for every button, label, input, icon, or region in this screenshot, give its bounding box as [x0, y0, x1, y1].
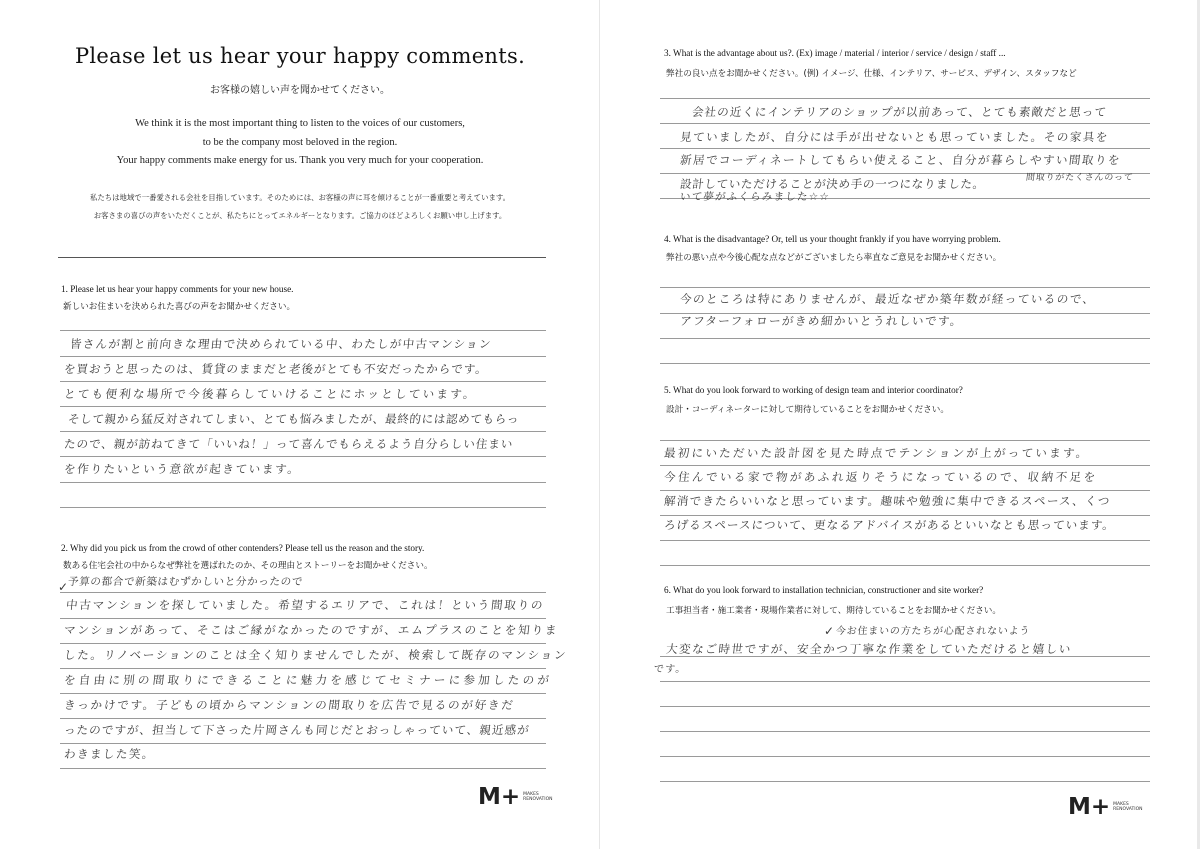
answer-rule: [60, 743, 546, 744]
answer-rule: [60, 693, 546, 694]
question-5-en: 5. What do you look forward to working of design team and interior coordinator?: [664, 385, 963, 395]
answer-rule: [60, 381, 546, 382]
answer-rule: [60, 431, 546, 432]
answer-rule: [60, 592, 546, 593]
answer-rule: [660, 440, 1150, 441]
handwritten-answer-line: たので、親が訪ねてきて「いいね！」って喜んでもらえるよう自分らしい住まい: [63, 437, 515, 451]
answer-rule: [60, 618, 546, 619]
handwritten-answer-line: した。リノベーションのことは全く知りませんでしたが、検索して既存のマンション: [63, 648, 569, 662]
answer-rule: [660, 338, 1150, 339]
question-6-en: 6. What do you look forward to installation technician, constructioner and site worker?: [664, 585, 984, 595]
handwritten-answer-line: いて夢がふくらみました☆☆: [679, 191, 831, 203]
handwritten-answer-line: を買おうと思ったのは、賃貸のままだと老後がとても不安だったからです。: [63, 362, 489, 376]
handwritten-answer-line: アフターフォローがきめ細かいとうれしいです。: [679, 314, 964, 328]
handwritten-answer-line: 最初にいただいた設計図を見た時点でテンションが上がっています。: [663, 446, 1091, 460]
question-4-en: 4. What is the disadvantage? Or, tell us your thought frankly if you have worrying problem.: [664, 234, 1001, 244]
answer-rule: [60, 406, 546, 407]
question-2-en: 2. Why did you pick us from the crowd of other contenders? Please tell us the reason and the story.: [61, 543, 425, 553]
question-2-ja: 数ある住宅会社の中からなぜ弊社を選ばれたのか、その理由とストーリーをお聞かせください。: [63, 561, 433, 571]
handwritten-answer-line: そして親から猛反対されてしまい、とても悩みましたが、最終的には認めてもらっ: [67, 412, 520, 426]
handwritten-note: 間取りがたくさんのって: [1025, 173, 1135, 183]
answer-rule: [660, 706, 1150, 707]
handwritten-answer-line: 中古マンションを探していました。希望するエリアで、これは！という間取りの: [65, 598, 545, 612]
answer-rule: [60, 668, 546, 669]
answer-rule: [60, 507, 546, 508]
intro-en-line: We think it is the most important thing to listen to the voices of our customers,: [135, 118, 465, 129]
answer-rule: [60, 718, 546, 719]
answer-rule: [660, 681, 1150, 682]
question-5-ja: 設計・コーディネーターに対して期待していることをお聞かせください。: [666, 405, 949, 415]
logo-subtext: MAKES RENOVATION: [523, 792, 553, 802]
intro-ja-line: お客さまの喜びの声をいただくことが、私たちにとってエネルギーとなります。ご協力のほどよろしくお願い申し上げます。: [93, 211, 507, 220]
page-title: Please let us hear your happy comments.: [74, 44, 526, 68]
answer-rule: [660, 465, 1150, 466]
answer-rule: [660, 490, 1150, 491]
handwritten-answer-line: を作りたいという意欲が起きています。: [63, 462, 302, 476]
answer-rule: [660, 540, 1150, 541]
answer-rule: [60, 482, 546, 483]
handwritten-answer-line: 皆さんが割と前向きな理由で決められている中、わたしが中古マンション: [69, 337, 493, 351]
answer-rule: [60, 356, 546, 357]
intro-en-line: to be the company most beloved in the region.: [202, 137, 398, 148]
handwritten-answer-line: 新居でコーディネートしてもらい使えること、自分が暮らしやすい間取りを: [679, 153, 1122, 167]
handwritten-answer-line: を自由に別の間取りにできることに魅力を感じてセミナーに参加したのが: [63, 673, 553, 687]
handwritten-answer-line: です。: [653, 664, 688, 675]
answer-rule: [660, 98, 1150, 99]
question-3-en: 3. What is the advantage about us?. (Ex) image / material / interior / service / design / staff ...: [664, 48, 1006, 58]
answer-rule: [660, 123, 1150, 124]
question-6-ja: 工事担当者・施工業者・現場作業者に対して、期待していることをお聞かせください。: [666, 606, 1001, 616]
handwritten-answer-line: ったのですが、担当して下さった片岡さんも同じだとおっしゃっていて、親近感が: [63, 723, 531, 737]
answer-rule: [60, 330, 546, 331]
handwritten-answer-line: 今のところは特にありませんが、最近なぜか築年数が経っているので、: [679, 292, 1097, 306]
handwritten-answer-line: 今住んでいる家で物があふれ返りそうになっているので、収納不足を: [663, 470, 1099, 484]
answer-rule: [660, 781, 1150, 782]
answer-rule: [660, 515, 1150, 516]
question-1-en: 1. Please let us hear your happy comments for your new house.: [61, 284, 294, 294]
section-divider: [58, 257, 546, 258]
question-4-ja: 弊社の悪い点や今後心配な点などがございましたら率直なご意見をお聞かせください。: [666, 253, 1002, 263]
checkmark-icon: ✓: [58, 580, 69, 594]
answer-rule: [660, 287, 1150, 288]
question-3-ja: 弊社の良い点をお聞かせください。(例) イメージ、仕様、インテリア、サービス、デザイン、スタッフなど: [666, 69, 1077, 79]
handwritten-answer-line: 会社の近くにインテリアのショップが以前あって、とても素敵だと思って: [691, 105, 1108, 119]
handwritten-answer-line: とても便利な場所で今後暮らしていけることにホッとしています。: [63, 387, 478, 401]
handwritten-answer-line: 大変なご時世ですが、安全かつ丁寧な作業をしていただけると嬉しい: [665, 642, 1073, 656]
answer-rule: [60, 768, 546, 769]
logo-subtext: MAKES RENOVATION: [1113, 802, 1143, 812]
handwritten-answer-line: 見ていましたが、自分には手が出せないとも思っていました。その家具を: [679, 130, 1110, 144]
handwritten-answer-line: 解消できたらいいなと思っています。趣味や勉強に集中できるスペース、くつ: [663, 494, 1112, 508]
answer-rule: [660, 148, 1150, 149]
handwritten-insert: 今お住まいの方たちが心配されないよう: [835, 626, 1031, 637]
right-page: [600, 0, 1200, 849]
answer-rule: [60, 456, 546, 457]
handwritten-answer-line: 設計していただけることが決め手の一つになりました。: [679, 177, 986, 191]
handwritten-answer-line: きっかけです。子どもの頃からマンションの間取りを広告で見るのが好きだ: [63, 698, 516, 712]
intro-ja-line: 私たちは地域で一番愛される会社を目指しています。そのためには、お客様の声に耳を傾けることが一番重要と考えています。: [89, 193, 511, 202]
answer-rule: [660, 731, 1150, 732]
handwritten-answer-line: わきました笑。: [63, 747, 156, 761]
handwritten-answer-line: ろげるスペースについて、更なるアドバイスがあるといいなとも思っています。: [663, 518, 1116, 532]
company-logo: [1068, 796, 1149, 819]
answer-rule: [660, 756, 1150, 757]
answer-rule: [660, 565, 1150, 566]
logo-mark: M+: [1068, 794, 1111, 820]
answer-rule: [60, 643, 546, 644]
question-1-ja: 新しいお住まいを決められた喜びの声をお聞かせください。: [63, 302, 296, 312]
company-logo: [478, 786, 559, 809]
handwritten-answer-line: マンションがあって、そこはご縁がなかったのですが、エムプラスのことを知りま: [63, 623, 560, 637]
intro-en-line: Your happy comments make energy for us. Thank you very much for your cooperation.: [116, 155, 484, 166]
checkmark-icon: ✓: [824, 624, 835, 638]
logo-mark: M+: [478, 784, 521, 810]
handwritten-answer-line: 予算の都合で新築はむずかしいと分かったので: [67, 576, 304, 588]
page-subtitle: お客様の嬉しい声を聞かせてください。: [210, 85, 390, 96]
answer-rule: [660, 363, 1150, 364]
